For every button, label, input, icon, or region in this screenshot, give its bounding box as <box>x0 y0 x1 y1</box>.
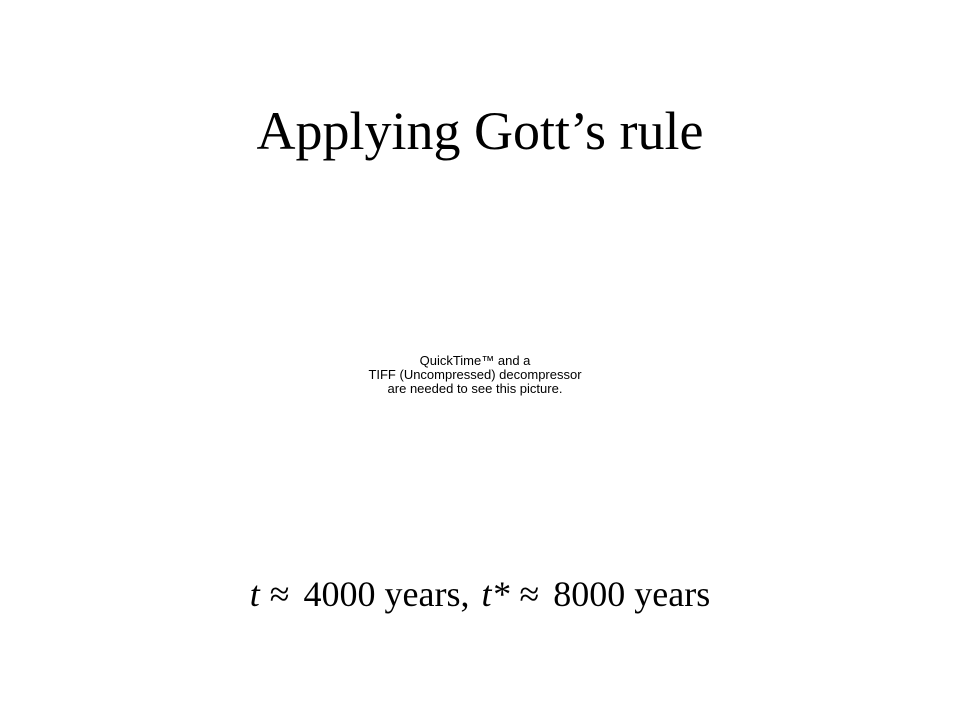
placeholder-line-1: QuickTime™ and a <box>419 353 531 368</box>
formula-var-t-star: t* <box>481 574 510 614</box>
approx-symbol: ≈ <box>519 574 540 614</box>
slide-title: Applying Gott’s rule <box>256 101 704 161</box>
missing-picture-placeholder <box>340 354 610 396</box>
placeholder-line-2: TIFF (Uncompressed) decompressor <box>368 367 582 382</box>
approx-symbol: ≈ <box>269 574 290 614</box>
formula-var-t: t <box>249 574 260 614</box>
formula-value-2: 8000 years <box>553 574 711 614</box>
placeholder-line-3: are needed to see this picture. <box>387 381 563 396</box>
formula-value-1: 4000 years, <box>303 574 470 614</box>
formula <box>0 570 960 618</box>
